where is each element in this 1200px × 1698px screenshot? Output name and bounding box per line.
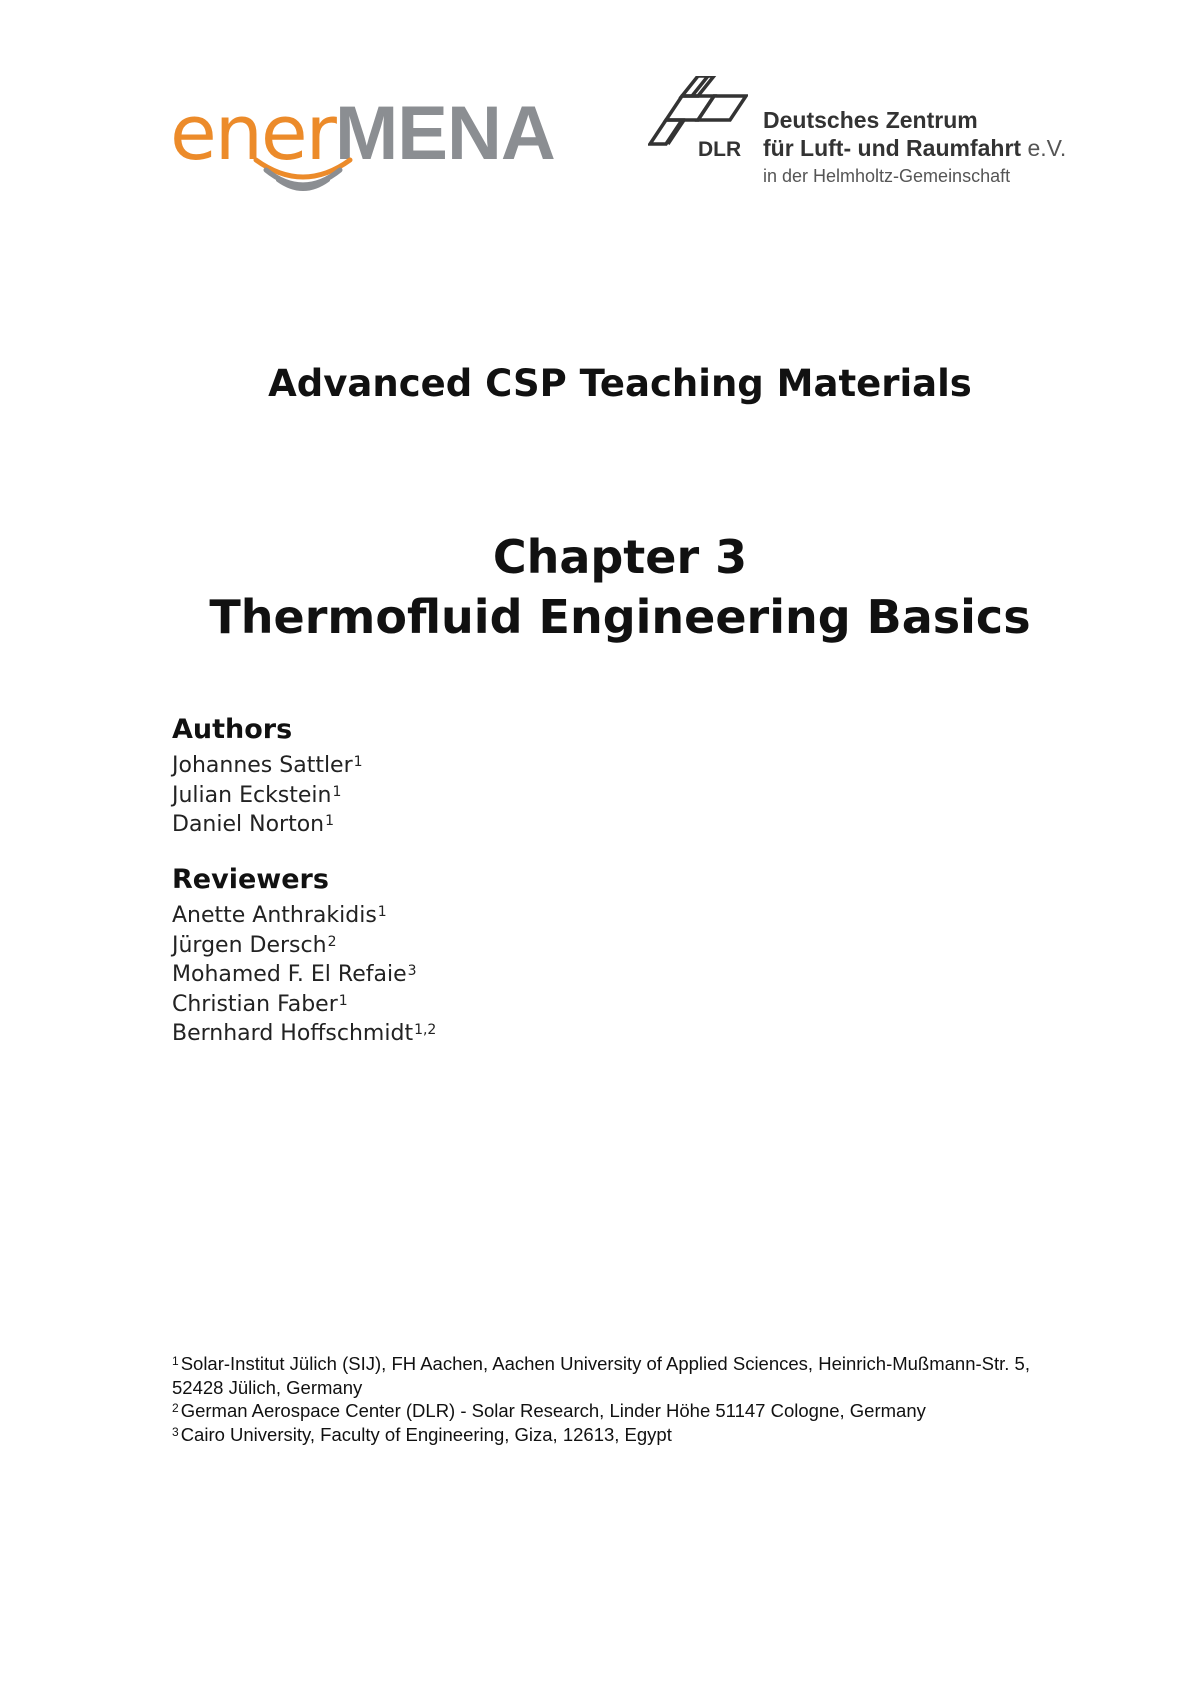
enermena-wordmark-mena: MENA (334, 91, 555, 176)
author-affiliation: 1 (325, 813, 335, 829)
authors-heading: Authors (172, 714, 293, 745)
reviewer-name: Mohamed F. El Refaie (172, 962, 407, 987)
reviewer-name: Jürgen Dersch (172, 932, 327, 958)
reviewer-affiliation: 2 (327, 933, 337, 950)
enermena-logo (170, 88, 560, 198)
dlr-mark-icon (648, 76, 748, 146)
reviewer-affiliation: 1 (377, 904, 387, 920)
chapter-title: Thermofluid Engineering Basics (209, 590, 1031, 644)
author-affiliation: 1 (353, 754, 363, 770)
reviewer-name: Christian Faber (172, 991, 338, 1017)
author-name: Julian Eckstein (172, 782, 332, 808)
footnote-text: German Aerospace Center (DLR) - Solar Research, Linder Höhe 51147 Cologne, Germany (180, 1400, 926, 1421)
author-item (172, 810, 363, 840)
footnote-item (172, 1423, 1032, 1447)
dlr-name-line2-main: für Luft- und Raumfahrt (763, 135, 1022, 161)
enermena-waves-icon (248, 154, 358, 194)
dlr-name-line1: Deutsches Zentrum (763, 107, 978, 133)
document-title: Advanced CSP Teaching Materials (268, 362, 972, 405)
chapter-number: Chapter 3 (492, 530, 748, 584)
author-name: Johannes Sattler (172, 753, 353, 778)
reviewer-item (172, 960, 436, 990)
reviewer-name: Anette Anthrakidis (172, 903, 377, 928)
footnote-number: 3 (172, 1424, 179, 1439)
reviewer-affiliation: 1,2 (414, 1022, 437, 1038)
dlr-abbreviation: DLR (698, 138, 742, 161)
footnote-number: 1 (172, 1354, 179, 1368)
author-name: Daniel Norton (172, 812, 325, 837)
footnote-item (172, 1399, 1032, 1423)
reviewer-affiliation: 3 (407, 963, 417, 979)
author-item (172, 781, 363, 811)
footnote-item (172, 1352, 1032, 1399)
reviewer-item (172, 901, 436, 931)
authors-section (172, 713, 363, 840)
footnote-number: 2 (172, 1401, 179, 1415)
dlr-name-line2 (763, 135, 1066, 162)
reviewer-item (172, 1019, 436, 1049)
dlr-name-line2-suffix: e.V. (1021, 135, 1067, 161)
reviewer-item (172, 931, 436, 961)
footnote-text: Cairo University, Faculty of Engineering, Giza, 12613, Egypt (180, 1423, 672, 1445)
reviewers-heading: Reviewers (172, 864, 329, 895)
author-affiliation: 1 (332, 783, 342, 800)
enermena-wordmark-ener: ener (170, 88, 335, 177)
dlr-logo (648, 76, 1068, 196)
affiliation-footnotes (172, 1352, 1032, 1446)
reviewer-item (172, 990, 436, 1020)
reviewers-section (172, 863, 436, 1049)
reviewer-affiliation: 1 (338, 992, 348, 1009)
reviewer-name: Bernhard Hoffschmidt (172, 1021, 414, 1046)
author-item (172, 751, 363, 781)
footnote-text: Solar-Institut Jülich (SIJ), FH Aachen, Aachen University of Applied Sciences, Heinrich-Mußmann-Str. 5, 52428 Jülich, Germany (172, 1353, 1030, 1398)
dlr-name-line3: in der Helmholtz-Gemeinschaft (763, 166, 1011, 186)
enermena-wordmark (170, 88, 555, 179)
